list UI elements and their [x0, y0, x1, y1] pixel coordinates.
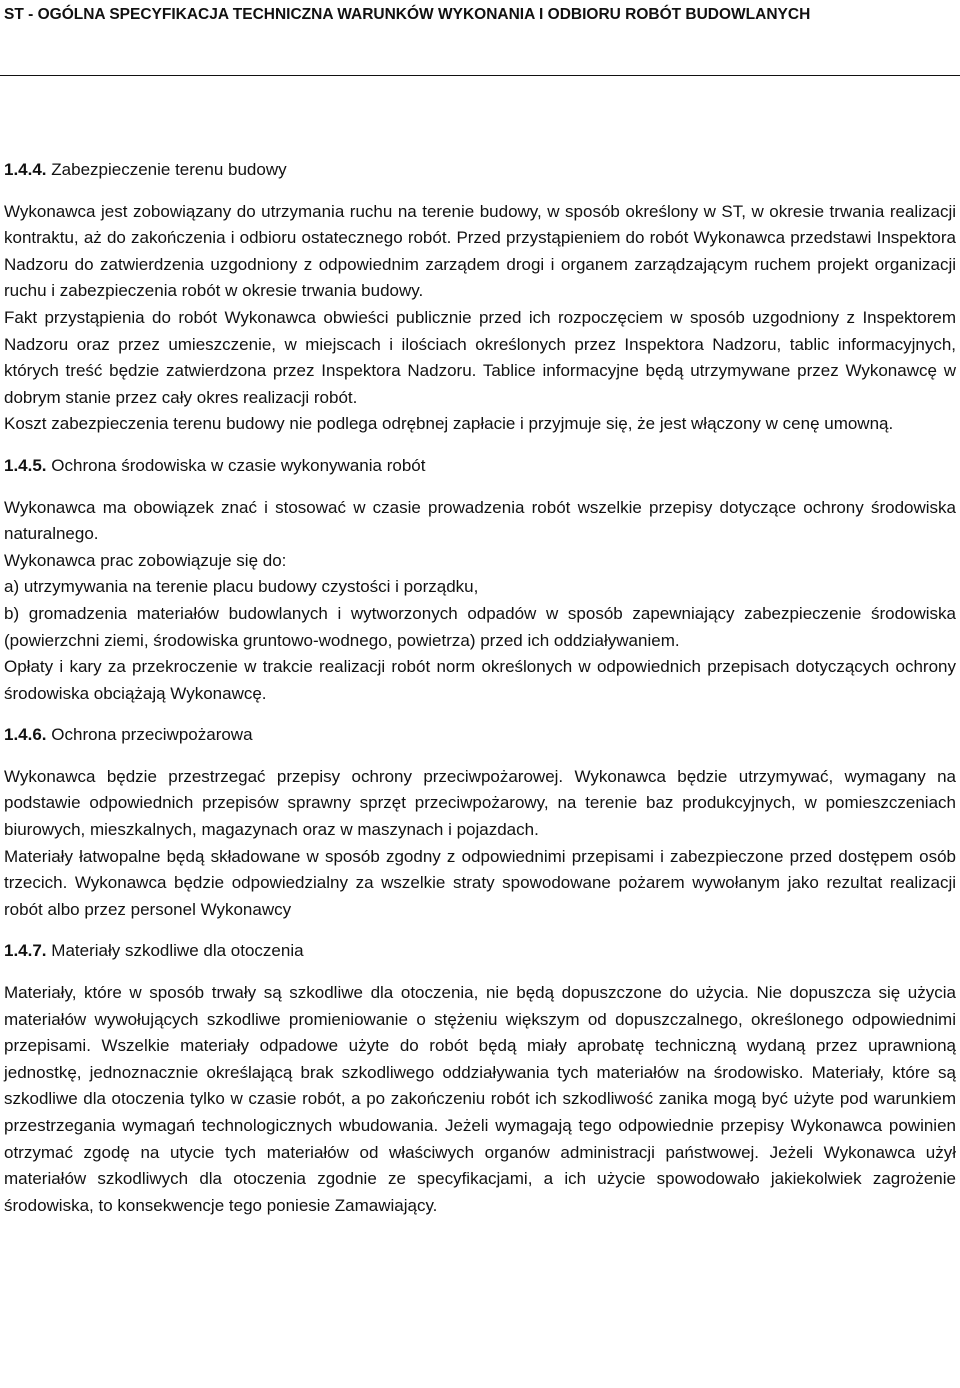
- section-title: Ochrona przeciwpożarowa: [51, 725, 253, 745]
- section-number: 1.4.4.: [4, 160, 47, 179]
- section-1-4-6: [4, 722, 956, 923]
- paragraph: Wykonawca prac zobowiązuje się do:: [4, 550, 287, 570]
- list-item: a) utrzymywania na terenie placu budowy czystości i porządku,: [4, 577, 479, 597]
- section-title: Ochrona środowiska w czasie wykonywania robót: [51, 455, 426, 475]
- paragraph: Materiały, które w sposób trwały są szkodliwe dla otoczenia, nie będą dopuszczone do użycia. Nie dopuszcza się użycia materiałów wywołujących szkodliwe promieniowanie o stężeniu większym od dopuszczalnego, określonego odpowiednimi przepisami. Wszelkie materiały odpadowe użyte do robót będą miały aprobatę techniczną wydaną przez uprawnioną jednostkę, jednoznacznie określającą brak szkodliwego oddziaływania tych materiałów na środowisko. Materiały, które są szkodliwe dla otoczenia tylko w czasie robót, a po zakończeniu robót ich szkodliwość zanika mogą być użyte pod warunkiem przestrzegania wymagań technologicznych wbudowania. Jeżeli wymagają tego odpowiednie przepisy Wykonawca powinien otrzymać zgodę na utycie tych materiałów od właściwych organów administracji państwowej. Jeżeli Wykonawca użył materiałów szkodliwych dla otoczenia zgodnie ze specyfikacjami, a ich użycie spowodowało jakiekolwiek zagrożenie środowiska, to konsekwencje tego poniesie Zamawiający.: [4, 983, 956, 1215]
- section-number: 1.4.7.: [4, 941, 47, 961]
- paragraph: Wykonawca jest zobowiązany do utrzymania ruchu na terenie budowy, w sposób określony w ST, w okresie trwania realizacji kontraktu, aż do zakończenia i odbioru ostatecznego robót. Przed przystąpieniem do robót Wykonawca przedstawi Inspektora Nadzoru do zatwierdzenia uzgodniony z odpowiednim zarządem drogi i organem zarządzającym ruchem projekt organizacji ruchu i zabezpieczenia robót w okresie trwania budowy.: [4, 201, 956, 301]
- section-number: 1.4.5.: [4, 455, 47, 475]
- section-title: Materiały szkodliwe dla otoczenia: [51, 941, 304, 961]
- document-body: [4, 157, 956, 1219]
- paragraph: Materiały łatwopalne będą składowane w sposób zgodny z odpowiednimi przepisami i zabezpieczone przed dostępem osób trzecich. Wykonawca będzie odpowiedzialny za wszelkie straty spowodowane pożarem wywołanym jako rezultat realizacji robót albo przez personel Wykonawcy: [4, 846, 956, 919]
- paragraph: Wykonawca ma obowiązek znać i stosować w czasie prowadzenia robót wszelkie przepisy dotyczące ochrony środowiska naturalnego.: [4, 497, 956, 544]
- paragraph: Wykonawca będzie przestrzegać przepisy ochrony przeciwpożarowej. Wykonawca będzie utrzymywać, wymagany na podstawie odpowiednich przepisów sprawny sprzęt przeciwpożarowy, na terenie baz produkcyjnych, w pomieszczeniach biurowych, mieszkalnych, magazynach oraz w maszynach i pojazdach.: [4, 766, 956, 840]
- section-heading: [4, 453, 956, 480]
- section-1-4-7: [4, 938, 956, 1219]
- section-heading: [4, 938, 956, 965]
- section-heading: [4, 722, 956, 749]
- section-1-4-4: [4, 157, 956, 438]
- section-heading: [4, 157, 956, 184]
- section-number: 1.4.6.: [4, 725, 47, 745]
- running-header: ST - OGÓLNA SPECYFIKACJA TECHNICZNA WARUNKÓW WYKONANIA I ODBIORU ROBÓT BUDOWLANYCH: [4, 6, 811, 23]
- section-title: Zabezpieczenie terenu budowy: [51, 160, 287, 179]
- header-divider: [0, 75, 960, 76]
- paragraph: Opłaty i kary za przekroczenie w trakcie realizacji robót norm określonych w odpowiednich przepisach dotyczących ochrony środowiska obciążają Wykonawcę.: [4, 657, 956, 703]
- paragraph: Koszt zabezpieczenia terenu budowy nie podlega odrębnej zapłacie i przyjmuje się, że jest włączony w cenę umowną.: [4, 414, 894, 434]
- list-item: b) gromadzenia materiałów budowlanych i wytworzonych odpadów w sposób zapewniający zabezpieczenie środowiska (powierzchni ziemi, środowiska gruntowo-wodnego, powietrza) przed ich oddziaływaniem.: [4, 603, 956, 650]
- paragraph: Fakt przystąpienia do robót Wykonawca obwieści publicznie przed ich rozpoczęciem w sposób uzgodniony z Inspektorem Nadzoru oraz przez umieszczenie, w miejscach i ilościach określonych przez Inspektora Nadzoru, tablic informacyjnych, których treść będzie zatwierdzona przez Inspektora Nadzoru. Tablice informacyjne będą utrzymywane przez Wykonawcę w dobrym stanie przez cały okres realizacji robót.: [4, 307, 956, 407]
- section-1-4-5: [4, 453, 956, 707]
